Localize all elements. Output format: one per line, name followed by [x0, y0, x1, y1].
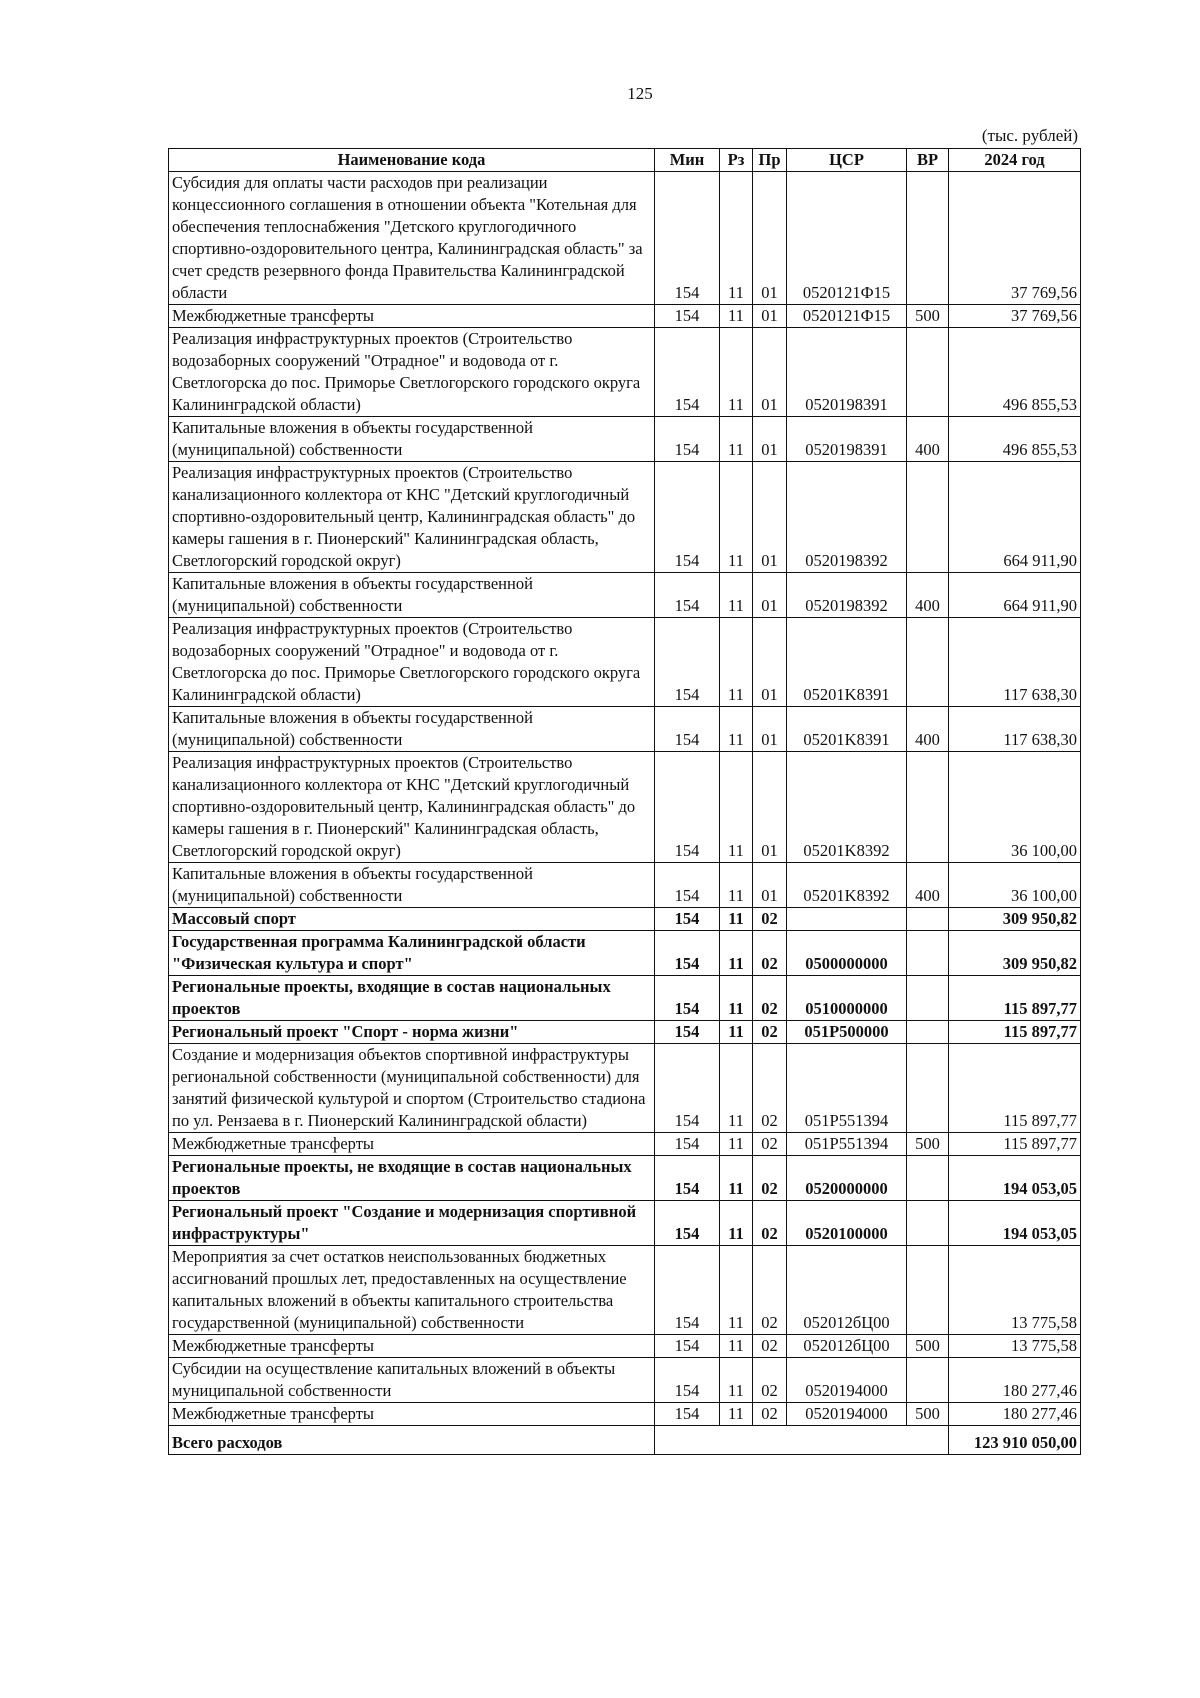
row-pr: 01 [753, 573, 787, 618]
row-vr [907, 1156, 949, 1201]
row-rz: 11 [720, 863, 753, 908]
row-name: Межбюджетные трансферты [169, 1335, 655, 1358]
table-row [169, 172, 1081, 305]
row-amount: 36 100,00 [949, 863, 1081, 908]
row-name: Межбюджетные трансферты [169, 1403, 655, 1426]
row-amount: 496 855,53 [949, 417, 1081, 462]
row-amount: 664 911,90 [949, 573, 1081, 618]
row-csr [787, 908, 907, 931]
row-amount: 13 775,58 [949, 1335, 1081, 1358]
row-min: 154 [655, 1358, 720, 1403]
row-pr: 02 [753, 1201, 787, 1246]
row-vr: 400 [907, 707, 949, 752]
row-name: Реализация инфраструктурных проектов (Строительство канализационного коллектора от КНС "Детский круглогодичный спортивно-оздоровительный центр, Калининградская область" до камеры гашения в г. Пионерский" Калининградская область, Светлогорский городской округ) [169, 752, 655, 863]
row-name: Межбюджетные трансферты [169, 305, 655, 328]
row-vr [907, 1246, 949, 1335]
row-rz: 11 [720, 976, 753, 1021]
row-rz: 11 [720, 305, 753, 328]
row-vr: 500 [907, 1403, 949, 1426]
table-row [169, 752, 1081, 863]
row-csr: 0520000000 [787, 1156, 907, 1201]
row-vr [907, 618, 949, 707]
row-pr: 01 [753, 462, 787, 573]
row-min: 154 [655, 752, 720, 863]
header-pr: Пр [753, 149, 787, 172]
row-rz: 11 [720, 417, 753, 462]
header-rz: Рз [720, 149, 753, 172]
row-name: Региональные проекты, входящие в состав национальных проектов [169, 976, 655, 1021]
row-vr [907, 976, 949, 1021]
row-pr: 02 [753, 1335, 787, 1358]
row-amount: 194 053,05 [949, 1201, 1081, 1246]
row-name: Капитальные вложения в объекты государственной (муниципальной) собственности [169, 573, 655, 618]
row-name: Капитальные вложения в объекты государственной (муниципальной) собственности [169, 417, 655, 462]
row-name: Капитальные вложения в объекты государственной (муниципальной) собственности [169, 863, 655, 908]
table-row [169, 328, 1081, 417]
table-row [169, 1133, 1081, 1156]
row-rz: 11 [720, 1156, 753, 1201]
row-csr: 0520198391 [787, 417, 907, 462]
row-vr [907, 1358, 949, 1403]
table-header-row [169, 149, 1081, 172]
row-rz: 11 [720, 752, 753, 863]
row-rz: 11 [720, 1246, 753, 1335]
table-row [169, 618, 1081, 707]
units-label: (тыс. рублей) [981, 126, 1078, 145]
table-row [169, 976, 1081, 1021]
row-amount: 664 911,90 [949, 462, 1081, 573]
row-amount: 117 638,30 [949, 707, 1081, 752]
table-row [169, 908, 1081, 931]
header-name: Наименование кода [169, 149, 655, 172]
row-vr [907, 172, 949, 305]
row-pr: 02 [753, 1044, 787, 1133]
row-amount: 115 897,77 [949, 1044, 1081, 1133]
table-row [169, 863, 1081, 908]
row-amount: 309 950,82 [949, 931, 1081, 976]
header-vr: ВР [907, 149, 949, 172]
row-min: 154 [655, 707, 720, 752]
row-rz: 11 [720, 707, 753, 752]
row-pr: 02 [753, 1133, 787, 1156]
total-spacer [655, 1426, 949, 1455]
row-min: 154 [655, 1246, 720, 1335]
table-row [169, 1246, 1081, 1335]
row-pr: 01 [753, 707, 787, 752]
row-amount: 36 100,00 [949, 752, 1081, 863]
total-amount: 123 910 050,00 [949, 1426, 1081, 1455]
row-rz: 11 [720, 1021, 753, 1044]
row-name: Капитальные вложения в объекты государственной (муниципальной) собственности [169, 707, 655, 752]
row-csr: 05201K8391 [787, 618, 907, 707]
row-pr: 01 [753, 863, 787, 908]
row-csr: 0520121Ф15 [787, 172, 907, 305]
row-rz: 11 [720, 1201, 753, 1246]
row-csr: 05201K8391 [787, 707, 907, 752]
row-pr: 02 [753, 976, 787, 1021]
row-pr: 02 [753, 1246, 787, 1335]
row-amount: 180 277,46 [949, 1403, 1081, 1426]
table-row [169, 1335, 1081, 1358]
row-min: 154 [655, 863, 720, 908]
header-csr: ЦСР [787, 149, 907, 172]
expenditure-table [168, 148, 1081, 1455]
row-vr: 500 [907, 305, 949, 328]
row-csr: 0520198392 [787, 573, 907, 618]
row-min: 154 [655, 618, 720, 707]
row-name: Региональный проект "Спорт - норма жизни" [169, 1021, 655, 1044]
row-csr: 052012бЦ00 [787, 1246, 907, 1335]
row-pr: 01 [753, 305, 787, 328]
table-row [169, 1021, 1081, 1044]
row-name: Региональный проект "Создание и модернизация спортивной инфраструктуры" [169, 1201, 655, 1246]
table-row [169, 1403, 1081, 1426]
row-rz: 11 [720, 1358, 753, 1403]
row-rz: 11 [720, 931, 753, 976]
header-min: Мин [655, 149, 720, 172]
row-name: Реализация инфраструктурных проектов (Строительство водозаборных сооружений "Отрадное" и водовода от г. Светлогорска до пос. Приморье Светлогорского городского округа Калининградской области) [169, 328, 655, 417]
row-min: 154 [655, 328, 720, 417]
row-min: 154 [655, 573, 720, 618]
row-min: 154 [655, 1021, 720, 1044]
row-csr: 0520194000 [787, 1403, 907, 1426]
row-pr: 02 [753, 908, 787, 931]
row-min: 154 [655, 172, 720, 305]
table-row [169, 462, 1081, 573]
row-name: Реализация инфраструктурных проектов (Строительство канализационного коллектора от КНС "Детский круглогодичный спортивно-оздоровительный центр, Калининградская область" до камеры гашения в г. Пионерский" Калининградская область, Светлогорский городской округ) [169, 462, 655, 573]
row-rz: 11 [720, 1044, 753, 1133]
row-amount: 180 277,46 [949, 1358, 1081, 1403]
row-amount: 37 769,56 [949, 305, 1081, 328]
row-amount: 13 775,58 [949, 1246, 1081, 1335]
row-pr: 02 [753, 1021, 787, 1044]
row-vr: 400 [907, 417, 949, 462]
row-vr [907, 752, 949, 863]
row-min: 154 [655, 1403, 720, 1426]
row-csr: 051P551394 [787, 1044, 907, 1133]
row-pr: 01 [753, 172, 787, 305]
row-vr: 500 [907, 1133, 949, 1156]
row-pr: 02 [753, 1156, 787, 1201]
row-vr [907, 328, 949, 417]
row-vr [907, 1044, 949, 1133]
table-row [169, 573, 1081, 618]
row-csr: 05201K8392 [787, 752, 907, 863]
row-min: 154 [655, 1156, 720, 1201]
header-year: 2024 год [949, 149, 1081, 172]
table-row [169, 305, 1081, 328]
row-min: 154 [655, 462, 720, 573]
table-row [169, 417, 1081, 462]
row-vr [907, 908, 949, 931]
row-min: 154 [655, 931, 720, 976]
row-name: Государственная программа Калининградской области "Физическая культура и спорт" [169, 931, 655, 976]
table-row [169, 1358, 1081, 1403]
row-pr: 01 [753, 328, 787, 417]
row-name: Создание и модернизация объектов спортивной инфраструктуры региональной собственности (муниципальной собственности) для занятий физической культурой и спортом (Строительство стадиона по ул. Рензаева в г. Пионерский Калининградской области) [169, 1044, 655, 1133]
row-amount: 496 855,53 [949, 328, 1081, 417]
row-vr: 400 [907, 573, 949, 618]
row-vr: 400 [907, 863, 949, 908]
row-csr: 052012бЦ00 [787, 1335, 907, 1358]
row-rz: 11 [720, 1335, 753, 1358]
table-row [169, 1156, 1081, 1201]
row-rz: 11 [720, 908, 753, 931]
row-vr [907, 462, 949, 573]
row-rz: 11 [720, 328, 753, 417]
row-min: 154 [655, 1335, 720, 1358]
row-csr: 0500000000 [787, 931, 907, 976]
row-csr: 0520198391 [787, 328, 907, 417]
table-row [169, 707, 1081, 752]
row-csr: 0510000000 [787, 976, 907, 1021]
row-csr: 05201K8392 [787, 863, 907, 908]
row-min: 154 [655, 908, 720, 931]
row-name: Мероприятия за счет остатков неиспользованных бюджетных ассигнований прошлых лет, предоставленных на осуществление капитальных вложений в объекты капитального строительства государственной (муниципальной) собственности [169, 1246, 655, 1335]
table-row [169, 1201, 1081, 1246]
row-amount: 37 769,56 [949, 172, 1081, 305]
row-min: 154 [655, 305, 720, 328]
row-pr: 02 [753, 931, 787, 976]
row-pr: 02 [753, 1358, 787, 1403]
row-vr [907, 1201, 949, 1246]
row-amount: 115 897,77 [949, 1021, 1081, 1044]
row-min: 154 [655, 976, 720, 1021]
row-name: Межбюджетные трансферты [169, 1133, 655, 1156]
row-csr: 0520100000 [787, 1201, 907, 1246]
row-pr: 01 [753, 752, 787, 863]
row-rz: 11 [720, 573, 753, 618]
total-label: Всего расходов [169, 1426, 655, 1455]
row-name: Субсидии на осуществление капитальных вложений в объекты муниципальной собственности [169, 1358, 655, 1403]
row-amount: 115 897,77 [949, 1133, 1081, 1156]
row-min: 154 [655, 1133, 720, 1156]
row-pr: 01 [753, 417, 787, 462]
row-rz: 11 [720, 1133, 753, 1156]
row-rz: 11 [720, 1403, 753, 1426]
table-row [169, 1044, 1081, 1133]
row-pr: 01 [753, 618, 787, 707]
row-csr: 0520194000 [787, 1358, 907, 1403]
row-name: Региональные проекты, не входящие в состав национальных проектов [169, 1156, 655, 1201]
row-pr: 02 [753, 1403, 787, 1426]
table-row [169, 931, 1081, 976]
row-csr: 0520121Ф15 [787, 305, 907, 328]
row-rz: 11 [720, 172, 753, 305]
row-min: 154 [655, 1201, 720, 1246]
row-name: Субсидия для оплаты части расходов при реализации концессионного соглашения в отношении объекта "Котельная для обеспечения теплоснабжения "Детского круглогодичного спортивно-оздоровительного центра, Калининградская область" за счет средств резервного фонда Правительства Калининградской области [169, 172, 655, 305]
row-csr: 051P500000 [787, 1021, 907, 1044]
row-vr [907, 1021, 949, 1044]
row-amount: 194 053,05 [949, 1156, 1081, 1201]
page-number: 125 [627, 84, 653, 103]
row-min: 154 [655, 1044, 720, 1133]
row-vr: 500 [907, 1335, 949, 1358]
row-amount: 115 897,77 [949, 976, 1081, 1021]
row-rz: 11 [720, 618, 753, 707]
row-amount: 309 950,82 [949, 908, 1081, 931]
row-csr: 051P551394 [787, 1133, 907, 1156]
row-min: 154 [655, 417, 720, 462]
row-csr: 0520198392 [787, 462, 907, 573]
row-amount: 117 638,30 [949, 618, 1081, 707]
row-vr [907, 931, 949, 976]
table-body [169, 172, 1081, 1426]
row-name: Массовый спорт [169, 908, 655, 931]
row-rz: 11 [720, 462, 753, 573]
total-row [169, 1426, 1081, 1455]
row-name: Реализация инфраструктурных проектов (Строительство водозаборных сооружений "Отрадное" и водовода от г. Светлогорска до пос. Приморье Светлогорского городского округа Калининградской области) [169, 618, 655, 707]
